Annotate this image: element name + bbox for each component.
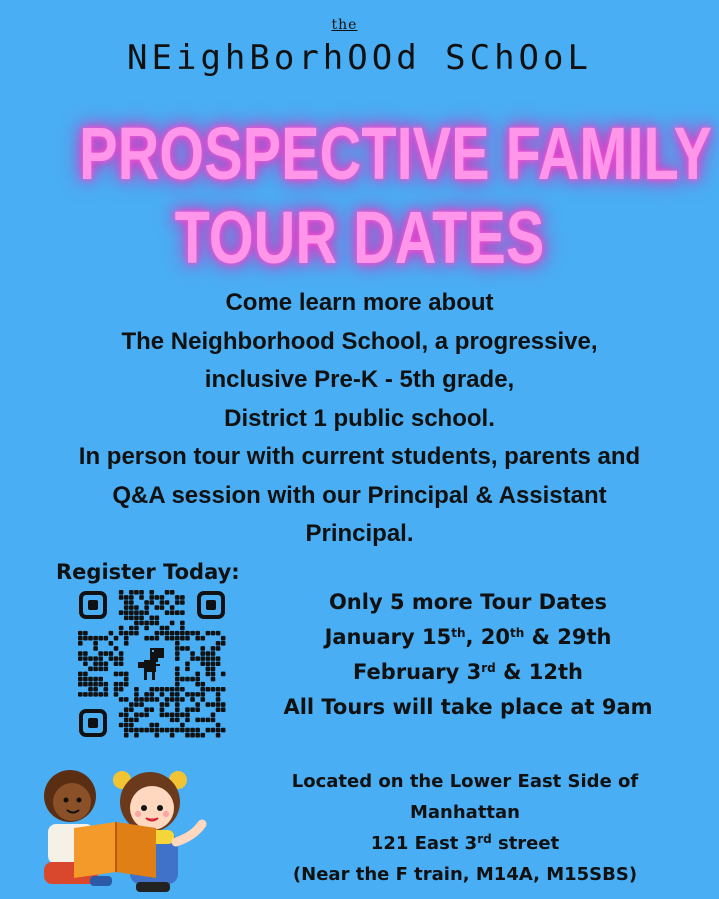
transit-line: (Near the F train, M14A, M15SBS) — [292, 864, 638, 885]
address-line: 121 East 3rd street — [370, 832, 560, 854]
location-line: Manhattan — [409, 802, 520, 823]
headline — [79, 112, 713, 280]
logo-the-text: the — [331, 17, 358, 33]
january-dates-line: January 15th, 20th & 29th — [324, 625, 612, 649]
location-line: Located on the Lower East Side of — [291, 771, 639, 792]
headline-line-2: TOUR DATES — [174, 196, 545, 279]
intro-line: In person tour with current students, parents and — [78, 443, 641, 470]
intro-line: Q&A session with our Principal & Assistant — [112, 481, 607, 509]
dinosaur-icon — [134, 644, 170, 684]
register-label: Register Today: — [56, 560, 240, 584]
location-info — [250, 766, 680, 890]
kids-reading-illustration — [30, 758, 210, 896]
tour-count-line: Only 5 more Tour Dates — [328, 590, 608, 614]
intro-text — [0, 284, 719, 554]
intro-line: Come learn more about — [225, 289, 494, 316]
intro-line: District 1 public school. — [224, 404, 495, 432]
tour-dates — [244, 585, 692, 725]
tour-time-line: All Tours will take place at 9am — [283, 695, 653, 719]
logo-school-name: NEighBorhOOd SChOoL — [127, 38, 592, 78]
intro-line: inclusive Pre-K - 5th grade, — [204, 366, 515, 393]
qr-code-icon[interactable] — [78, 590, 226, 738]
february-dates-line: February 3rd & 12th — [353, 660, 583, 684]
school-logo — [0, 18, 719, 80]
intro-line: The Neighborhood School, a progressive, — [121, 327, 598, 355]
headline-line-1: PROSPECTIVE FAMILY — [79, 112, 713, 195]
intro-line: Principal. — [305, 520, 414, 547]
